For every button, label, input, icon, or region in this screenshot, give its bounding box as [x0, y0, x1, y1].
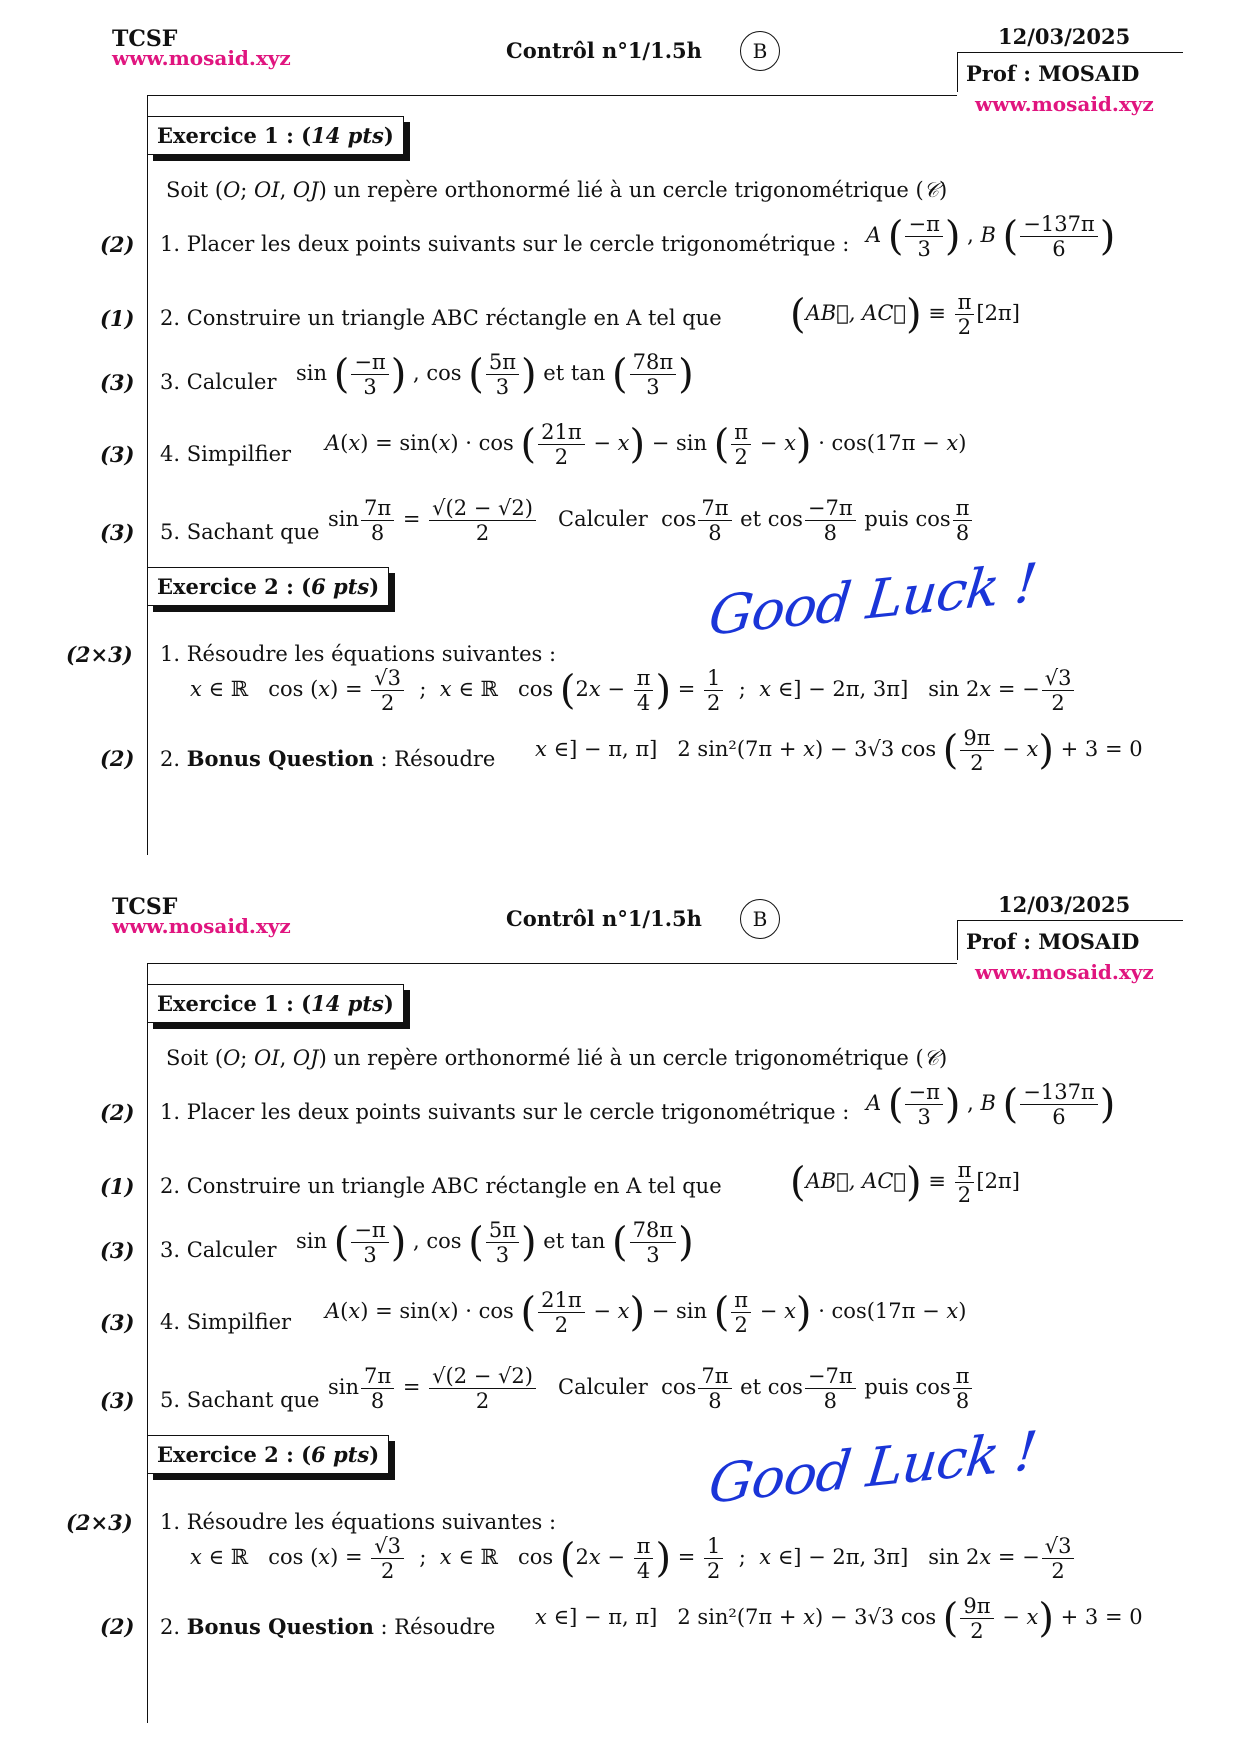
e1-q4-math: A(x) = sin(x) · cos ( $\frac{21\pi}{2}$ − x) − sin ( $\frac{\pi}{2}$ − x) · cos(17π − x) — [325, 420, 967, 470]
points-e1-q3: (3) — [100, 370, 135, 395]
version-badge: B — [740, 31, 780, 71]
e1-q4-text: 4. Simpilfier — [160, 442, 292, 466]
points-e2-q1: (2×3) — [66, 1510, 133, 1535]
e1-q2-math: (AB⃗, AC⃗) ≡ $\frac{\pi}{2}$ [2π] — [790, 1158, 1020, 1208]
header-divider — [147, 95, 957, 96]
points-e1-q4: (3) — [100, 442, 135, 467]
e2-q1-math: x ∈ ℝ cos (x) = $\frac{√3}{2}$ ; x ∈ ℝ cos (2x − $\frac{\pi}{4}$ ) = $\frac{1}{2}$ ; x ∈] − 2π, 3π] sin 2x = − $\frac{√3}{2}$ — [190, 1534, 1076, 1583]
points-e1-q3: (3) — [100, 1238, 135, 1263]
e1-q1-text: 1. Placer les deux points suivants sur le cercle trigonométrique : — [160, 1100, 850, 1124]
e2-q1-text: 1. Résoudre les équations suivantes : — [160, 642, 557, 666]
points-e2-q2: (2) — [100, 1614, 135, 1639]
exercise2-heading: Exercice 2 : (6 pts) — [147, 567, 389, 606]
exam-title: Contrôl n°1/1.5h — [506, 38, 702, 63]
exam-copy-1 — [0, 0, 1241, 870]
exam-title: Contrôl n°1/1.5h — [506, 906, 702, 931]
exercise2-heading: Exercice 2 : (6 pts) — [147, 1435, 389, 1474]
points-e2-q1: (2×3) — [66, 642, 133, 667]
e2-q1-math: x ∈ ℝ cos (x) = $\frac{√3}{2}$ ; x ∈ ℝ cos (2x − $\frac{\pi}{4}$ ) = $\frac{1}{2}$ ; x ∈] − 2π, 3π] sin 2x = − $\frac{√3}{2}$ — [190, 666, 1076, 715]
points-e1-q2: (1) — [100, 1174, 135, 1199]
e1-q3-math: sin ( $\frac{-\pi}{3}$ ) , cos ( $\frac{5\pi}{3}$ ) et tan ( $\frac{78\pi}{3}$ ) — [296, 1218, 694, 1268]
points-e1-q5: (3) — [100, 1388, 135, 1413]
e1-q1-math: A ( $\frac{-\pi}{3}$ ) , B ( $\frac{-137\pi}{6}$ ) — [866, 1080, 1116, 1130]
header-divider — [147, 963, 957, 964]
school-label: TCSF — [112, 894, 178, 920]
e1-q4-text: 4. Simpilfier — [160, 1310, 292, 1334]
exam-copy-2 — [0, 868, 1241, 1738]
e1-q1-text: 1. Placer les deux points suivants sur le cercle trigonométrique : — [160, 232, 850, 256]
points-e1-q1: (2) — [100, 1100, 135, 1125]
e1-q2-text: 2. Construire un triangle ABC réctangle en A tel que — [160, 306, 722, 330]
good-luck-signature: Good Luck ! — [705, 551, 1040, 648]
margin-line — [147, 95, 148, 855]
exercise1-heading: Exercice 1 : (14 pts) — [147, 984, 404, 1023]
points-e1-q4: (3) — [100, 1310, 135, 1335]
version-badge: B — [740, 899, 780, 939]
margin-line — [147, 963, 148, 1723]
e1-q5-math: sin $\frac{7\pi}{8}$ = $\frac{√(2 - √2)}{2}$ Calculer cos $\frac{7\pi}{8}$ et cos $\frac{-7\pi}{8}$ puis cos $\frac{\pi}{8}$ — [328, 1364, 974, 1413]
e2-q2-math: x ∈] − π, π] 2 sin²(7π + x) − 3√3 cos ( $\frac{9\pi}{2}$ − x) + 3 = 0 — [535, 1594, 1143, 1644]
points-e2-q2: (2) — [100, 746, 135, 771]
exercise1-intro: Soit (O; OI, OJ) un repère orthonormé lié à un cercle trigonométrique (𝒞) — [166, 1046, 948, 1070]
exam-date: 12/03/2025 — [998, 892, 1131, 917]
exercise1-heading: Exercice 1 : (14 pts) — [147, 116, 404, 155]
e1-q3-math: sin ( $\frac{-\pi}{3}$ ) , cos ( $\frac{5\pi}{3}$ ) et tan ( $\frac{78\pi}{3}$ ) — [296, 350, 694, 400]
e2-q1-text: 1. Résoudre les équations suivantes : — [160, 1510, 557, 1534]
e1-q1-math: A ( $\frac{-\pi}{3}$ ) , B ( $\frac{-137\pi}{6}$ ) — [866, 212, 1116, 262]
website-left: www.mosaid.xyz — [112, 46, 291, 70]
exercise1-intro: Soit (O; OI, OJ) un repère orthonormé lié à un cercle trigonométrique (𝒞) — [166, 178, 948, 202]
prof-name: Prof : MOSAID — [957, 920, 1183, 960]
website-left: www.mosaid.xyz — [112, 914, 291, 938]
website-right: www.mosaid.xyz — [975, 960, 1154, 984]
school-label: TCSF — [112, 26, 178, 52]
e1-q4-math: A(x) = sin(x) · cos ( $\frac{21\pi}{2}$ − x) − sin ( $\frac{\pi}{2}$ − x) · cos(17π − x) — [325, 1288, 967, 1338]
e1-q5-text: 5. Sachant que — [160, 520, 320, 544]
e2-q2-text: 2. Bonus Question : Résoudre — [160, 1614, 496, 1639]
exam-date: 12/03/2025 — [998, 24, 1131, 49]
points-e1-q1: (2) — [100, 232, 135, 257]
e1-q3-text: 3. Calculer — [160, 1238, 277, 1262]
e1-q3-text: 3. Calculer — [160, 370, 277, 394]
e2-q2-math: x ∈] − π, π] 2 sin²(7π + x) − 3√3 cos ( $\frac{9\pi}{2}$ − x) + 3 = 0 — [535, 726, 1143, 776]
good-luck-signature: Good Luck ! — [705, 1419, 1040, 1516]
website-right: www.mosaid.xyz — [975, 92, 1154, 116]
points-e1-q5: (3) — [100, 520, 135, 545]
e1-q2-math: (AB⃗, AC⃗) ≡ $\frac{\pi}{2}$ [2π] — [790, 290, 1020, 340]
prof-name: Prof : MOSAID — [957, 52, 1183, 92]
e1-q5-math: sin $\frac{7\pi}{8}$ = $\frac{√(2 - √2)}{2}$ Calculer cos $\frac{7\pi}{8}$ et cos $\frac{-7\pi}{8}$ puis cos $\frac{\pi}{8}$ — [328, 496, 974, 545]
e1-q5-text: 5. Sachant que — [160, 1388, 320, 1412]
e1-q2-text: 2. Construire un triangle ABC réctangle en A tel que — [160, 1174, 722, 1198]
points-e1-q2: (1) — [100, 306, 135, 331]
e2-q2-text: 2. Bonus Question : Résoudre — [160, 746, 496, 771]
